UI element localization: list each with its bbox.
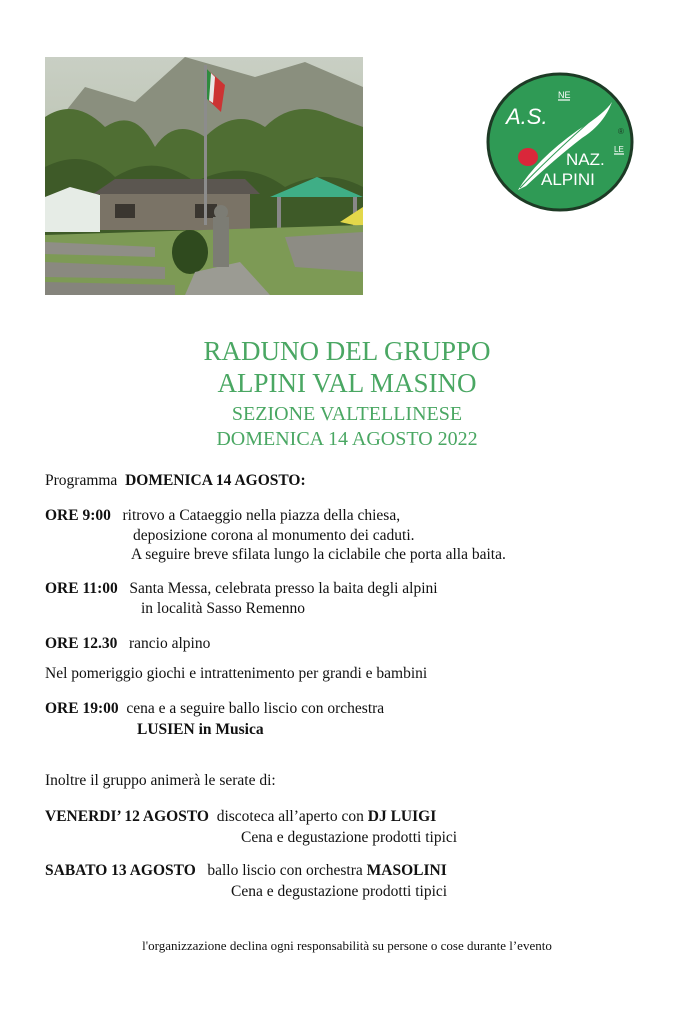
item-3-row	[45, 635, 210, 653]
item-1-line-2: deposizione corona al monumento dei caduti.	[133, 527, 415, 544]
item-2-line-2: in località Sasso Remenno	[141, 600, 306, 617]
logo-as-text: A.S.	[506, 104, 548, 129]
item-5-bold-line: LUSIEN in Musica	[137, 721, 264, 738]
item-5-time: ORE 19:00	[45, 700, 119, 717]
evening-2-row	[45, 862, 447, 880]
program-day: DOMENICA 14 AGOSTO:	[125, 472, 306, 489]
event-photo	[45, 57, 363, 295]
evening-2-text: ballo liscio con orchestra	[207, 862, 363, 879]
logo-naz-text: NAZ.	[566, 150, 605, 169]
title-line-2: ALPINI VAL MASINO	[217, 368, 477, 398]
item-1-line-3: A seguire breve sfilata lungo la ciclabile che porta alla baita.	[131, 546, 506, 563]
evening-2-bold: MASOLINI	[366, 862, 447, 879]
evening-1-day: VENERDI’ 12 AGOSTO	[45, 808, 209, 825]
item-1-row	[45, 507, 400, 525]
evenings-intro: Inoltre il gruppo animerà le serate di:	[45, 772, 276, 789]
item-2-time: ORE 11:00	[45, 580, 118, 597]
subtitle-section: SEZIONE VALTELLINESE	[231, 403, 463, 425]
evening-1-bold: DJ LUIGI	[367, 808, 437, 825]
item-5-row	[45, 700, 384, 718]
logo-le-text: LE	[614, 145, 624, 154]
evening-2-day: SABATO 13 AGOSTO	[45, 862, 196, 879]
evening-2-line-2: Cena e degustazione prodotti tipici	[231, 883, 448, 900]
item-3-line-1: rancio alpino	[128, 635, 211, 652]
item-4-text: Nel pomeriggio giochi e intrattenimento per grandi e bambini	[45, 665, 428, 682]
disclaimer-footer: l'organizzazione declina ogni responsabilità su persone o cose durante l’evento	[142, 938, 552, 953]
item-2-line-1: Santa Messa, celebrata presso la baita degli alpini	[129, 580, 438, 597]
item-2-row	[45, 580, 438, 598]
logo-alpini-text: ALPINI	[541, 170, 595, 189]
item-3-time: ORE 12.30	[45, 635, 118, 652]
program-label: Programma	[45, 472, 118, 489]
program-header	[45, 472, 306, 490]
ana-logo	[486, 72, 634, 212]
evening-1-line-2: Cena e degustazione prodotti tipici	[241, 829, 458, 846]
evening-1-row	[45, 808, 436, 826]
subtitle-date: DOMENICA 14 AGOSTO 2022	[216, 428, 478, 450]
logo-ne-text: NE	[558, 90, 571, 100]
logo-registered-mark: ®	[618, 127, 624, 136]
evening-1-text: discoteca all’aperto con	[216, 808, 364, 825]
title-line-1: RADUNO DEL GRUPPO	[203, 336, 491, 366]
item-5-line-1: cena e a seguire ballo liscio con orchestra	[126, 700, 385, 717]
item-1-line-1: ritrovo a Cataeggio nella piazza della chiesa,	[122, 507, 401, 524]
item-1-time: ORE 9:00	[45, 507, 111, 524]
